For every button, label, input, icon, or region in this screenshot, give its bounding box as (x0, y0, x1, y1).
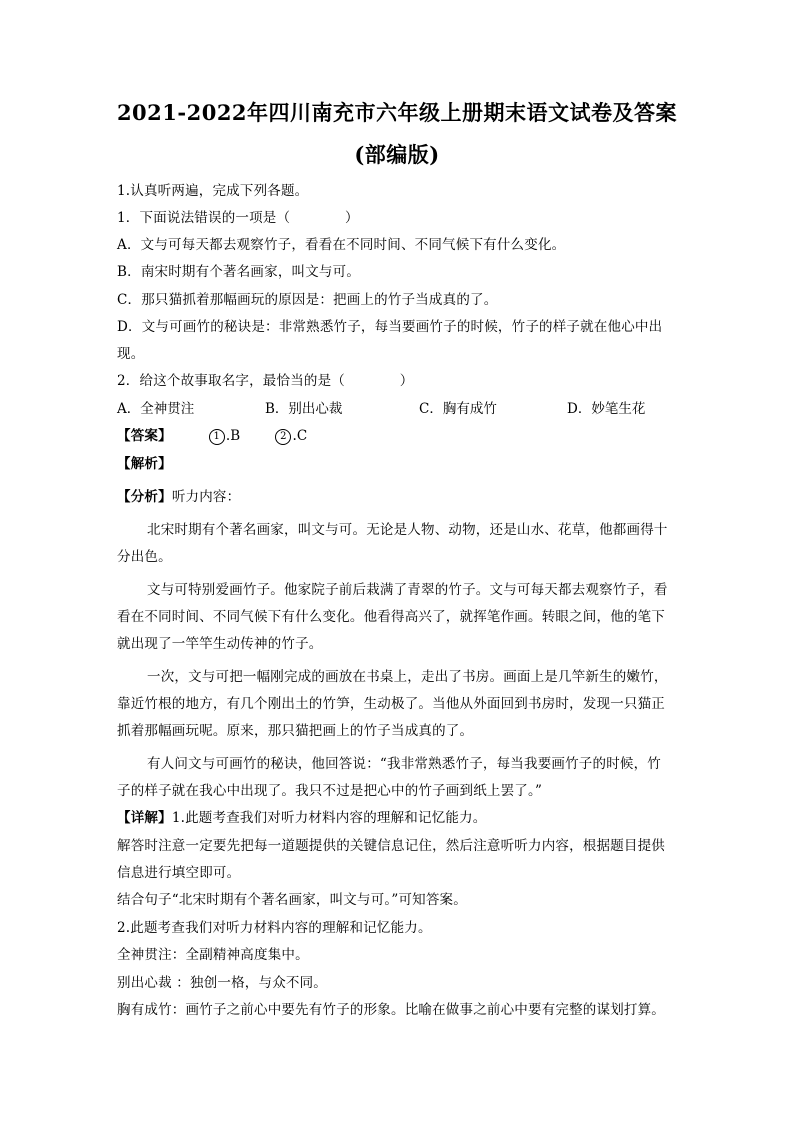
q1-stem: 1．下面说法错误的一项是（ ） (117, 210, 359, 226)
q1-option-b: B．南宋时期有个著名画家，叫文与可。 (117, 264, 361, 280)
q2-option-c: C．胸有成竹 (419, 401, 497, 417)
answer-label: 【答案】 (117, 428, 172, 444)
q2-stem: 2．给这个故事取名字，最恰当的是（ ） (117, 373, 414, 389)
detail-line: 胸有成竹：画竹子之前心中要先有竹子的形象。比喻在做事之前心中要有完整的谋划打算。 (117, 1002, 665, 1018)
q2-option-d: D．妙笔生花 (567, 401, 646, 417)
q2-option-b: B．别出心裁 (265, 401, 343, 417)
passage-line: 抓着那幅画玩呢。原来，那只猫把画上的竹子当成真的了。 (117, 723, 474, 739)
q1-option-c: C．那只猫抓着那幅画玩的原因是：把画上的竹子当成真的了。 (117, 292, 498, 308)
fenxi-text: 听力内容： (171, 489, 241, 505)
passage-line: 一次，文与可把一幅刚完成的画放在书桌上，走出了书房。画面上是几竿新生的嫩竹， (147, 669, 668, 685)
detail-line: 别出心裁 ：独创一格，与众不同。 (117, 975, 327, 991)
question-intro: 1.认真听两遍，完成下列各题。 (117, 183, 309, 199)
q2-option-a: A．全神贯注 (117, 401, 195, 417)
passage-line: 子的样子就在我心中出现了。我只不过是把心中的竹子画到纸上罢了。” (117, 783, 543, 799)
detail-line: 结合句子“北宋时期有个著名画家，叫文与可。”可知答案。 (117, 892, 467, 908)
detail-line: 信息进行填空即可。 (117, 865, 241, 881)
answer-value-2: .C (292, 428, 308, 444)
detail-label: 【详解】 (117, 810, 172, 826)
passage-line: 文与可特别爱画竹子。他家院子前后栽满了青翠的竹子。文与可每天都去观察竹子，看 (147, 582, 668, 598)
q1-option-d: D．文与可画竹的秘诀是：非常熟悉竹子，每当要画竹子的时候，竹子的样子就在他心中出 (117, 319, 663, 335)
answer-value-1: .B (225, 428, 241, 444)
detail-line: 2.此题考查我们对听力材料内容的理解和记忆能力。 (117, 920, 432, 936)
q1-option-a: A．文与可每天都去观察竹子，看看在不同时间、不同气候下有什么变化。 (117, 237, 566, 253)
passage-line: 分出色。 (117, 549, 172, 565)
doc-title-line2: (部编版) (354, 142, 440, 167)
passage-line: 北宋时期有个著名画家，叫文与可。无论是人物、动物，还是山水、花草，他都画得十 (147, 522, 668, 538)
passage-line: 就出现了一竿竿生动传神的竹子。 (117, 636, 323, 652)
q1-option-d-cont: 现。 (117, 346, 145, 362)
analysis-label: 【解析】 (117, 456, 172, 472)
answer-row (117, 424, 307, 445)
fenxi-label: 【分析】 (117, 489, 172, 505)
detail-row (117, 806, 487, 826)
passage-line: 靠近竹根的地方，有几个刚出土的竹笋，生动极了。当他从外面回到书房时，发现一只猫正 (117, 696, 665, 712)
passage-line: 看在不同时间、不同气候下有什么变化。他看得高兴了，就挥笔作画。转眼之间，他的笔下 (117, 609, 665, 625)
answer-num-1: 1 (209, 429, 225, 445)
detail-line: 解答时注意一定要先把每一道题提供的关键信息记住，然后注意听听力内容，根据题目提供 (117, 838, 665, 854)
detail-line: 1.此题考查我们对听力材料内容的理解和记忆能力。 (171, 810, 487, 826)
passage-line: 有人问文与可画竹的秘诀，他回答说：“我非常熟悉竹子，每当我要画竹子的时候，竹 (147, 756, 662, 772)
doc-title-line1: 2021-2022年四川南充市六年级上册期末语文试卷及答案 (116, 100, 678, 125)
answer-num-2: 2 (275, 429, 291, 445)
fenxi-row (117, 485, 240, 505)
detail-line: 全神贯注：全副精神高度集中。 (117, 947, 309, 963)
